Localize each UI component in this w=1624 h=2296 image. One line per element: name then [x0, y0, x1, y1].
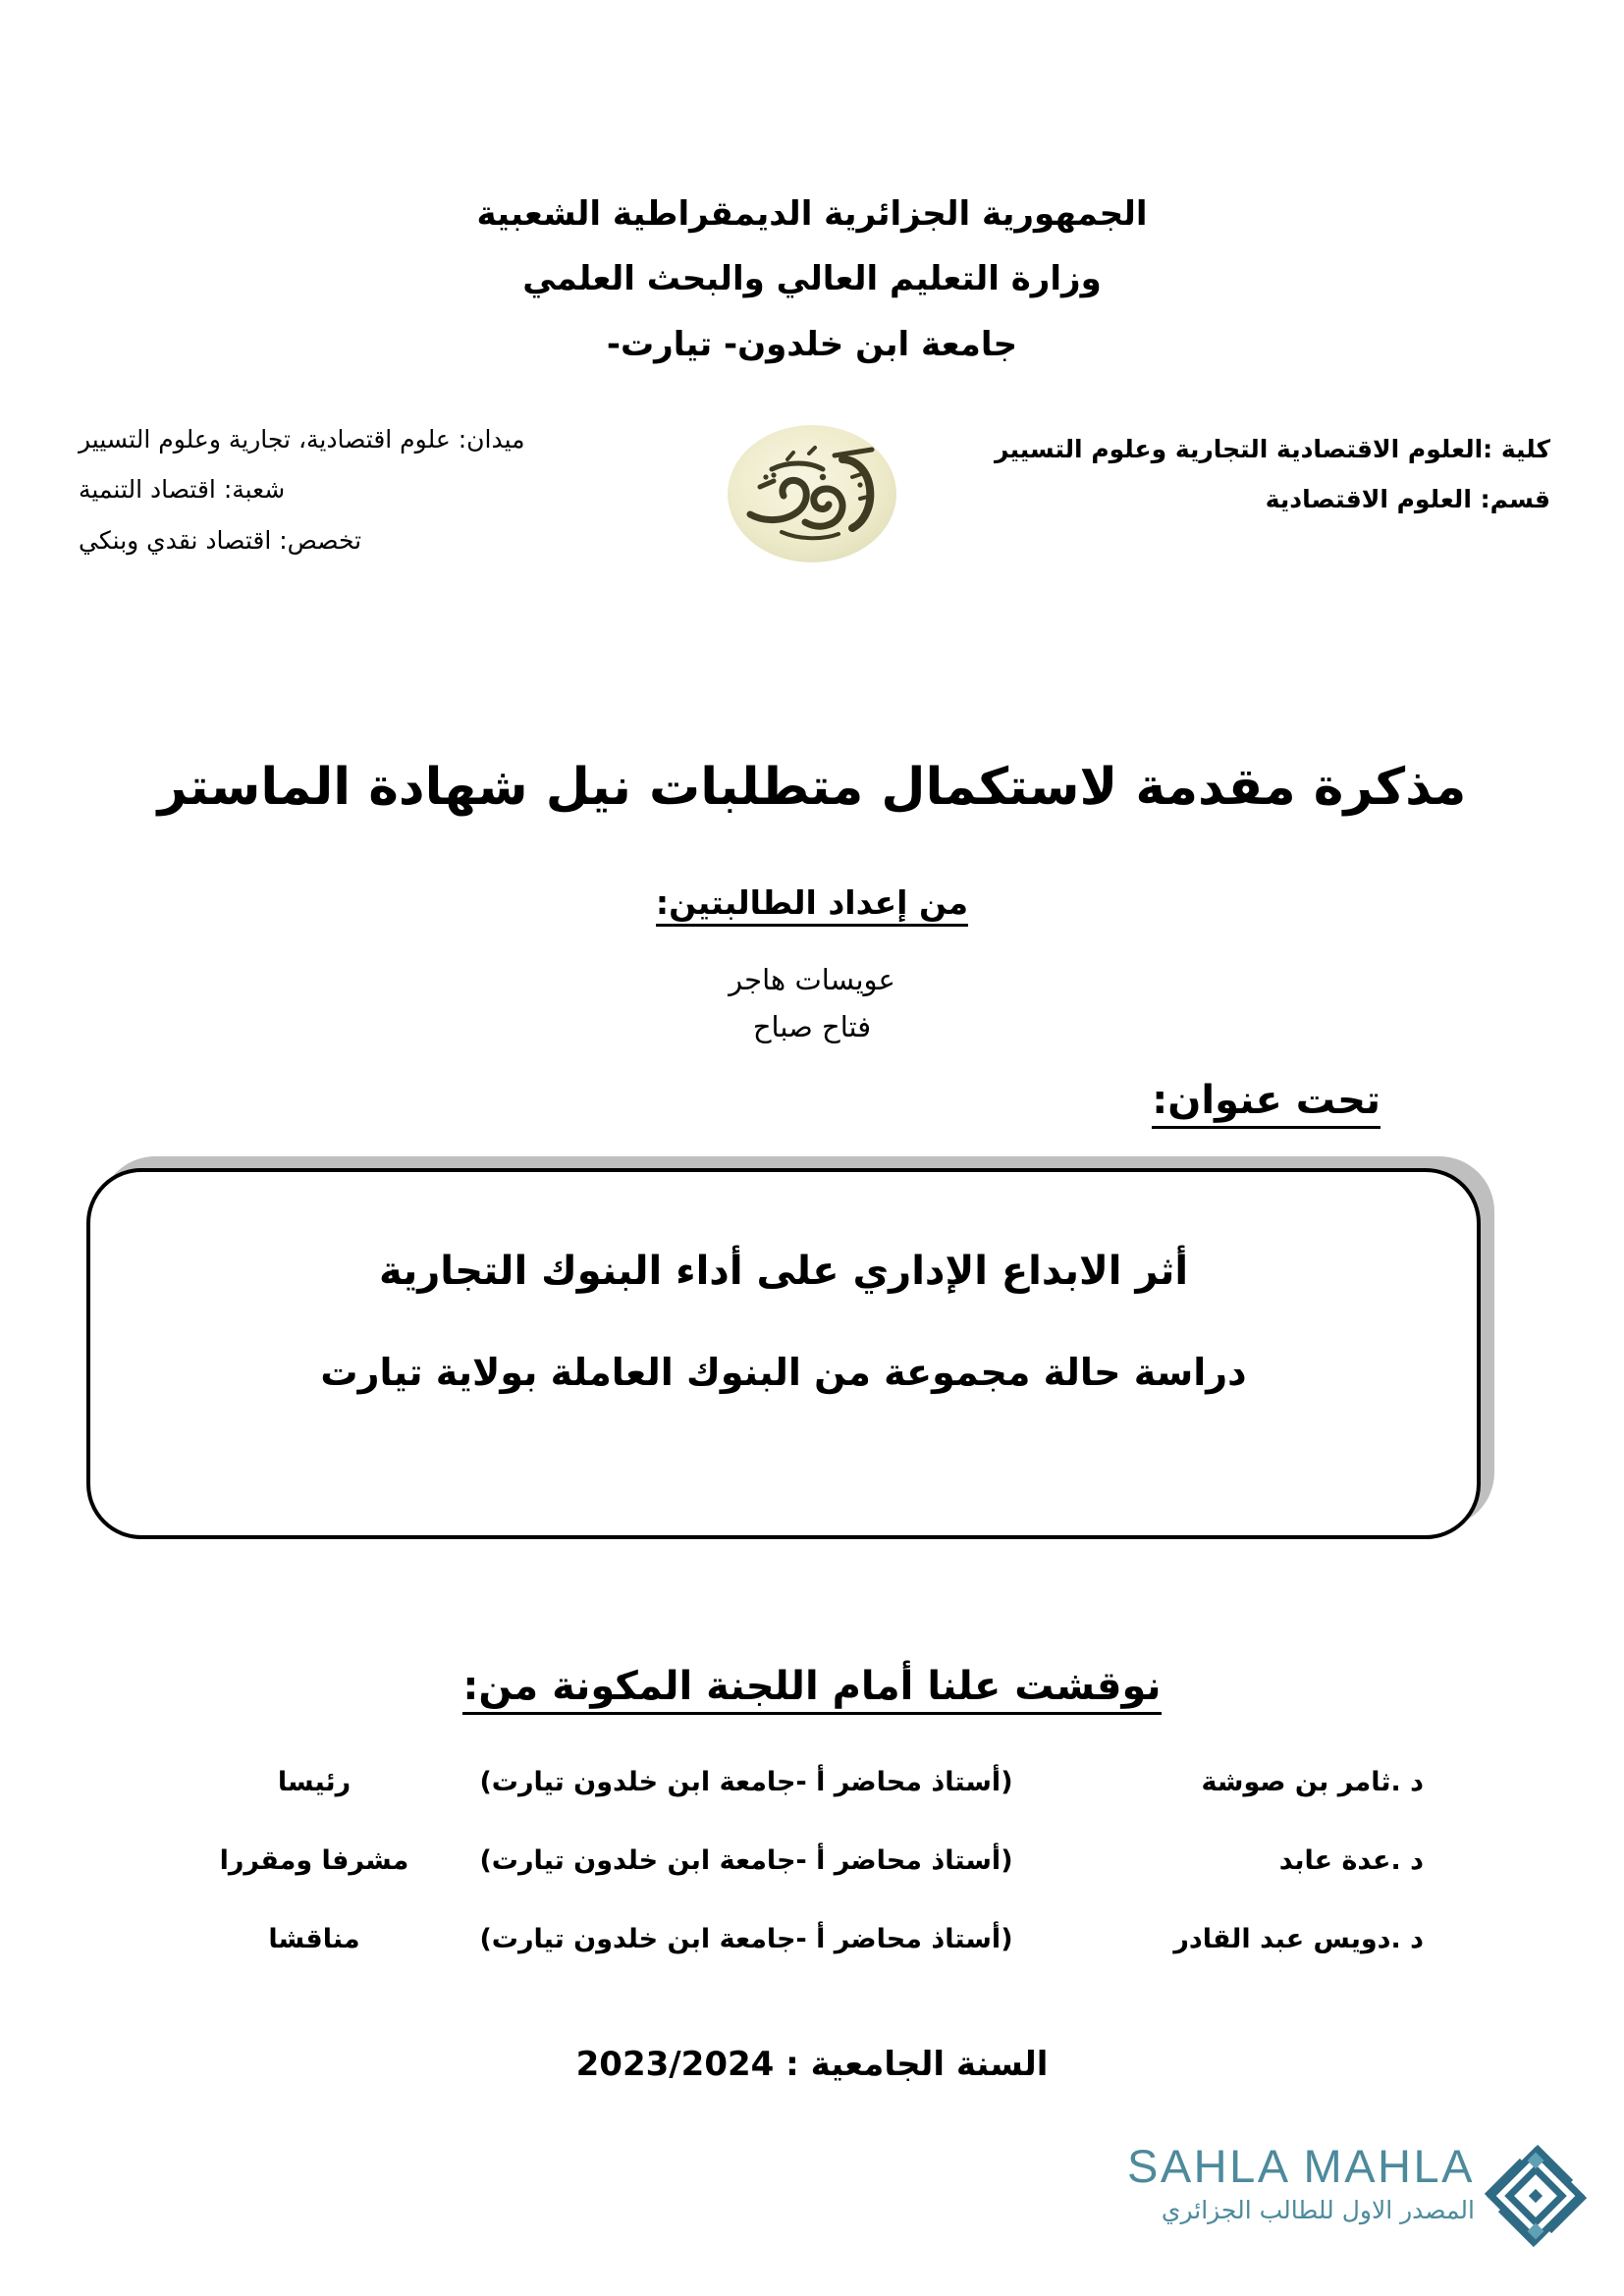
domain-label: ميدان: علوم اقتصادية، تجارية وعلوم التسيير	[79, 425, 525, 454]
jury-member-name: د .دويس عبد القادر	[1173, 1924, 1424, 1954]
affiliation-right-column	[961, 424, 1550, 525]
academic-year: السنة الجامعية : 2023/2024	[575, 2045, 1049, 2084]
thesis-title-container	[86, 1168, 1481, 1539]
jury-member-rank: (أستاذ محاضر أ -جامعة ابن خلدون تيارت)	[479, 1767, 1013, 1797]
watermark-tagline: المصدر الاول للطالب الجزائري	[1161, 2196, 1475, 2224]
university-seal-icon	[725, 420, 899, 567]
header-line-ministry: وزارة التعليم العالي والبحث العلمي	[522, 259, 1102, 299]
affiliation-left-column	[79, 414, 609, 565]
under-title-label	[1152, 1078, 1380, 1129]
authors-list	[0, 957, 1624, 1051]
document-header	[0, 182, 1624, 377]
jury-member-role: مشرفا ومقررا	[219, 1845, 409, 1876]
header-line-university: جامعة ابن خلدون- تيارت-	[606, 324, 1018, 364]
faculty-label: كلية :العلوم الاقتصادية التجارية وعلوم التسيير	[995, 435, 1550, 463]
branch-label: شعبة: اقتصاد التنمية	[79, 475, 286, 505]
thesis-title-subtitle: دراسة حالة مجموعة من البنوك العاملة بولاية تيارت	[320, 1351, 1247, 1394]
sahla-mahla-watermark	[1126, 2140, 1591, 2259]
watermark-text	[1126, 2140, 1475, 2225]
jury-member-name: د .ثامر بن صوشة	[1201, 1767, 1424, 1797]
author-name: فتاح صباح	[752, 1009, 872, 1043]
author-name: عويسات هاجر	[729, 963, 895, 996]
sahla-mahla-diamond-icon	[1481, 2141, 1591, 2251]
jury-member-role: رئيسا	[277, 1767, 352, 1797]
jury-member-role: مناقشا	[268, 1924, 360, 1954]
prepared-by-label	[0, 883, 1624, 927]
thesis-title-box	[86, 1168, 1481, 1539]
watermark-brand-name: SAHLA MAHLA	[1126, 2140, 1475, 2192]
jury-member-name: د .عدة عابد	[1278, 1845, 1424, 1876]
jury-member-rank: (أستاذ محاضر أ -جامعة ابن خلدون تيارت)	[479, 1924, 1013, 1954]
specialty-label: تخصص: اقتصاد نقدي وبنكي	[79, 525, 362, 555]
table-row	[206, 1845, 1424, 1924]
jury-table	[206, 1767, 1424, 2002]
jury-member-rank: (أستاذ محاضر أ -جامعة ابن خلدون تيارت)	[479, 1845, 1013, 1876]
header-line-republic: الجمهورية الجزائرية الديمقراطية الشعبية	[476, 194, 1148, 234]
thesis-title-main: أثر الابداع الإداري على أداء البنوك التجارية	[378, 1249, 1189, 1294]
table-row	[206, 1767, 1424, 1845]
table-row	[206, 1924, 1424, 2002]
jury-heading-text: نوقشت علنا أمام اللجنة المكونة من:	[462, 1664, 1161, 1715]
prepared-by-text: من إعداد الطالبتين:	[656, 883, 968, 927]
degree-statement: مذكرة مقدمة لاستكمال متطلبات نيل شهادة الماستر	[157, 758, 1467, 817]
department-label: قسم: العلوم الاقتصادية	[1265, 485, 1550, 514]
under-title-text: تحت عنوان:	[1152, 1078, 1380, 1129]
jury-heading	[0, 1664, 1624, 1715]
